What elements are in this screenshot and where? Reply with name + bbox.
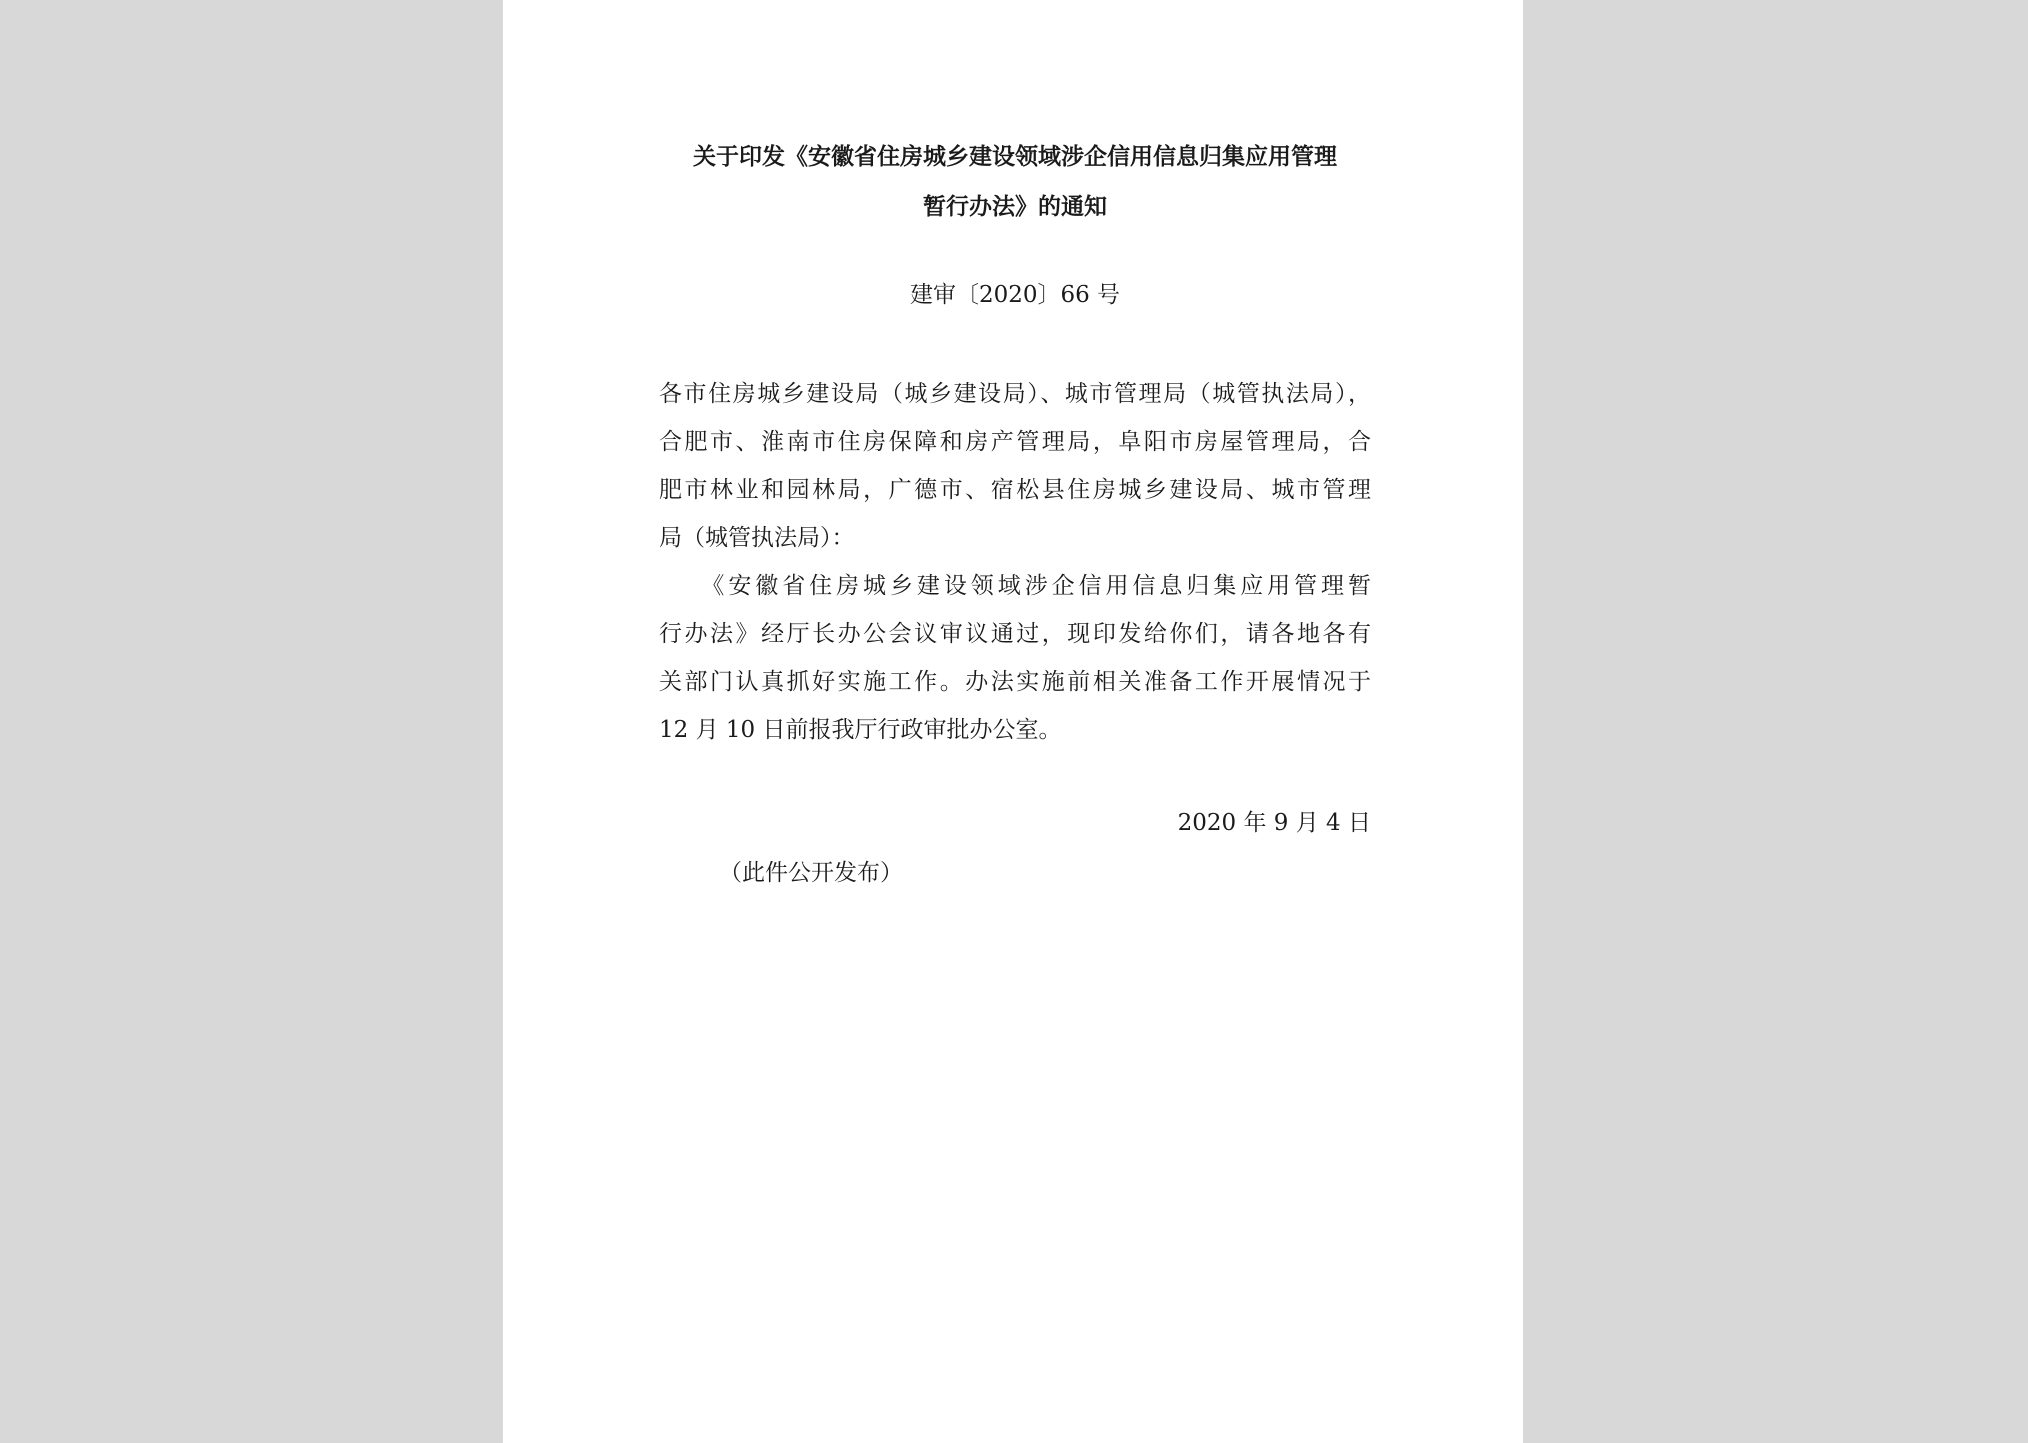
salutation <box>659 370 1371 562</box>
salutation-line: 合肥市、淮南市住房保障和房产管理局，阜阳市房屋管理局，合 <box>659 429 1371 455</box>
body-line: 行办法》经厅长办公会议审议通过，现印发给你们，请各地各有 <box>659 621 1371 647</box>
body-line: 12 月 10 日前报我厅行政审批办公室。 <box>659 717 1062 743</box>
salutation-line: 各市住房城乡建设局（城乡建设局）、城市管理局（城管执法局）， <box>659 381 1371 407</box>
title-line-2: 暂行办法》的通知 <box>923 194 1107 220</box>
document-number: 建审〔2020〕66 号 <box>909 282 1121 308</box>
document-page <box>503 0 1523 1443</box>
body-line: 《安徽省住房城乡建设领域涉企信用信息归集应用管理暂 <box>659 573 1371 599</box>
document-date: 2020 年 9 月 4 日 <box>1177 810 1371 836</box>
salutation-line: 肥市林业和园林局，广德市、宿松县住房城乡建设局、城市管理 <box>659 477 1371 503</box>
body-line: 关部门认真抓好实施工作。办法实施前相关准备工作开展情况于 <box>659 669 1371 695</box>
publication-note: （此件公开发布） <box>719 860 903 886</box>
title-line-1: 关于印发《安徽省住房城乡建设领域涉企信用信息归集应用管理 <box>693 144 1337 170</box>
body-paragraph <box>659 562 1371 754</box>
salutation-line: 局（城管执法局）： <box>659 525 855 551</box>
document-title <box>659 132 1371 232</box>
